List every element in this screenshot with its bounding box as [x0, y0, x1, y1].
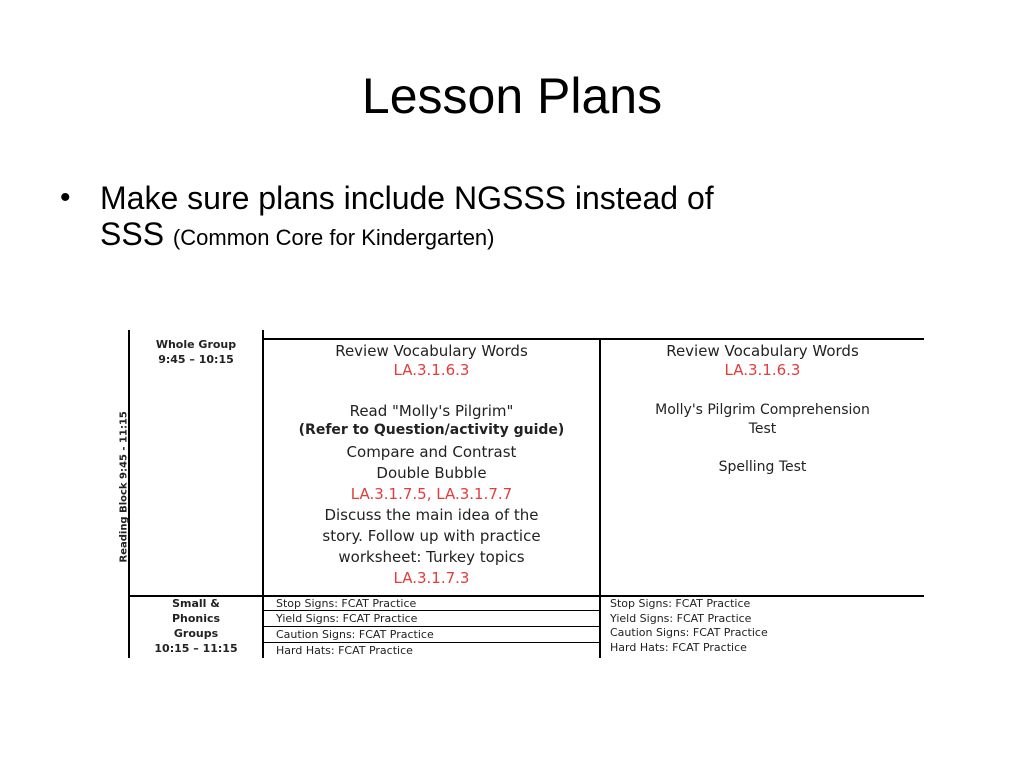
bullet-main-text: Make sure plans include NGSSS instead of — [100, 180, 714, 216]
col2-standard-2: LA.3.1.7.5, LA.3.1.7.7 — [350, 485, 513, 503]
col3-test: Test — [748, 421, 777, 437]
small-group-label-1: Small & — [172, 597, 220, 610]
col2-group-hardhats: Hard Hats: FCAT Practice — [276, 644, 413, 657]
col2-double-bubble: Double Bubble — [376, 464, 487, 482]
col3-group-caution: Caution Signs: FCAT Practice — [610, 626, 768, 639]
whole-group-label: Whole Group — [155, 338, 237, 351]
col2-group-yield: Yield Signs: FCAT Practice — [276, 612, 418, 625]
col2-standard-1: LA.3.1.6.3 — [393, 361, 470, 379]
col2-group-caution: Caution Signs: FCAT Practice — [276, 628, 434, 641]
col2-discuss-main-idea: Discuss the main idea of the — [324, 506, 539, 524]
small-group-time: 10:15 – 11:15 — [154, 642, 238, 655]
col2-turkey-topics: worksheet: Turkey topics — [338, 548, 525, 566]
col3-group-yield: Yield Signs: FCAT Practice — [610, 612, 752, 625]
small-group-label-2: Phonics — [171, 612, 221, 625]
col2-refer-guide: (Refer to Question/activity guide) — [298, 422, 565, 438]
col3-standard-1: LA.3.1.6.3 — [724, 361, 801, 379]
whole-group-time: 9:45 – 10:15 — [158, 353, 234, 366]
col2-read-mollys: Read "Molly's Pilgrim" — [349, 402, 514, 420]
col2-standard-3: LA.3.1.7.3 — [393, 569, 470, 587]
bullet-small-text: (Common Core for Kindergarten) — [172, 225, 495, 250]
col3-group-stop: Stop Signs: FCAT Practice — [610, 597, 751, 610]
col3-spelling-test: Spelling Test — [718, 459, 807, 475]
col3-review-vocab: Review Vocabulary Words — [666, 342, 859, 360]
bullet-sss-text: SSS — [100, 216, 165, 252]
reading-block-label: Reading Block 9:45 - 11:15 — [118, 411, 130, 563]
col2-group-stop: Stop Signs: FCAT Practice — [276, 597, 417, 610]
slide-title: Lesson Plans — [361, 68, 663, 124]
bullet-icon: • — [60, 181, 71, 214]
col2-follow-up: story. Follow up with practice — [322, 527, 541, 545]
col2-compare-contrast: Compare and Contrast — [346, 443, 517, 461]
col3-group-hardhats: Hard Hats: FCAT Practice — [610, 641, 747, 654]
small-group-label-3: Groups — [173, 627, 219, 640]
bullet-point — [60, 180, 760, 256]
col2-review-vocab: Review Vocabulary Words — [335, 342, 528, 360]
col3-comprehension: Molly's Pilgrim Comprehension — [655, 402, 870, 418]
lesson-plan-table-image — [114, 330, 924, 658]
